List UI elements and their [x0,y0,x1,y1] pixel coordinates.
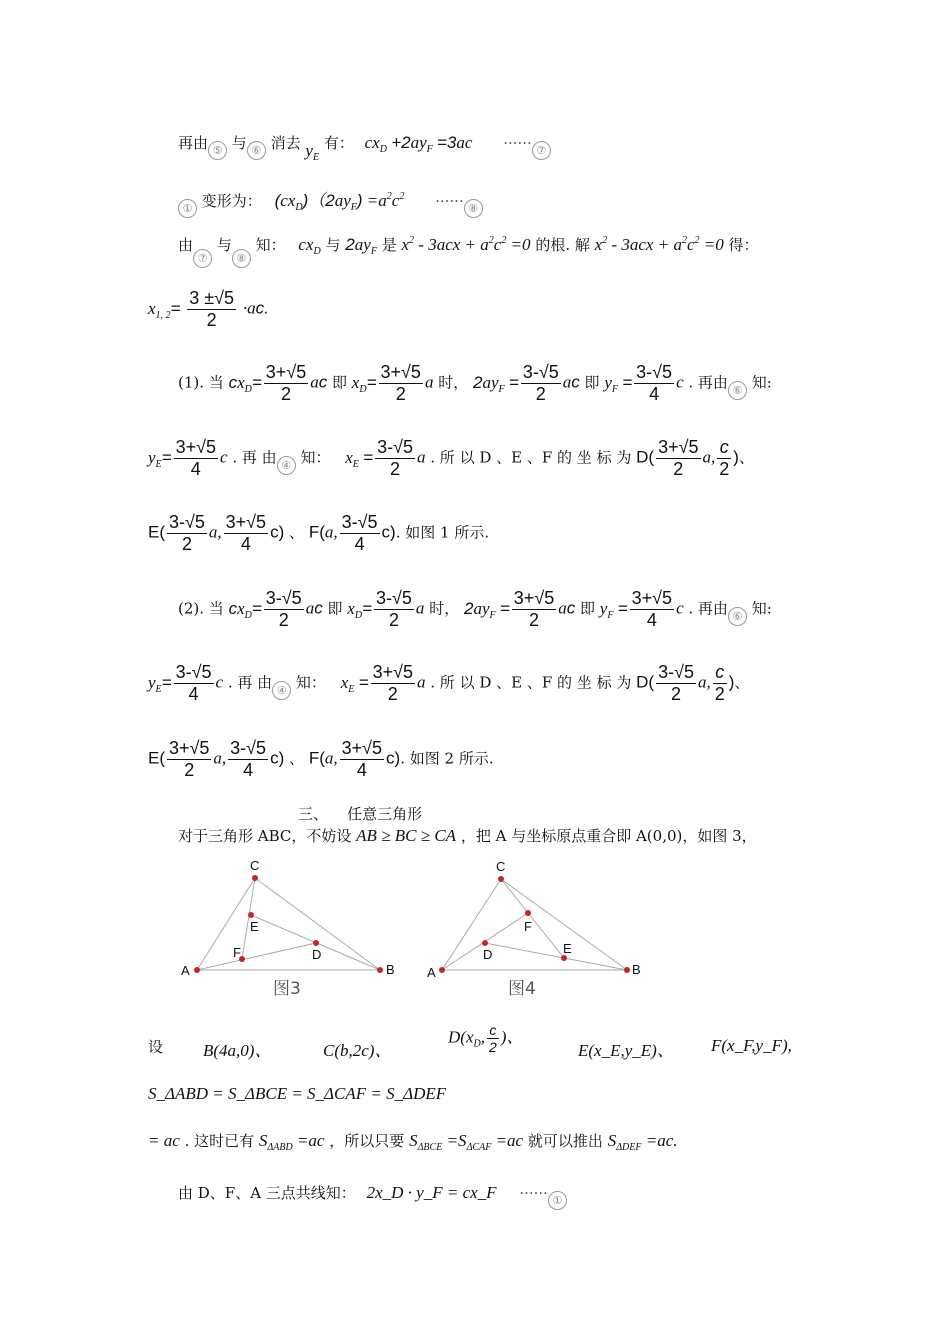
ref-8: ⑧ [464,199,483,218]
fig3-label-c: C [250,858,260,873]
line-p9: 由 D、F、A 三点共线知： 2x_D · y_F = cx_F ······ ① [178,1182,567,1210]
circled-1: ① [178,199,197,218]
case1-line-b: $y_E=$ $\frac{3+√5}{4}$ c . 再 由 ④ 知： $x_E$ = $\frac{3-√5}{2}$ a . 所 以 D 、E 、F 的 坐 标 为 D( $\frac{3+√5}{2}$ a, $\frac{c}{2}$ )、 [148,437,754,479]
figure-3 [170,855,410,985]
case2-line-a: (2). 当 $cx_D=$ $\frac{3-√5}{2}$ ac 即 $x_D=$ $\frac{3-√5}{2}$ a 时， $2ay_F$ = $\frac{3+√5}{2}$ ac 即 $y_F$ = $\frac{3+√5}{4}$ c . 再由 ⑥ 知: [178,588,772,630]
fig4-label-c: C [496,859,506,874]
fig4-label-f: F [524,919,532,934]
line-p8: = ac . 这时已有 $S_{\Delta ABD} =ac$ ，所以只要 $S_{\Delta BCE} =S_{\Delta CAF} =ac$ 就可以推出 $S_{\Delta DEF} =ac$. [148,1131,678,1153]
section-heading: 三、 任意三角形 [298,805,423,823]
line-p7: S_ΔABD = S_ΔBCE = S_ΔCAF = S_ΔDEF [148,1084,447,1103]
ref-1: ① [548,1191,567,1210]
line-p6: 设 B(4a,0)、 C(b,2c)、 $D(x_D$, $\frac{c}{2}$ )、 E(x_E,y_E)、 F(x_F,y_F), [148,1022,792,1060]
equation-7: $cx_D +2ay_F =3ac$ [364,133,473,155]
case1-line-c: E( $\frac{3-√5}{2}$ a, $\frac{3+√5}{4}$ c) 、 F(a, $\frac{3-√5}{4}$ c). 如图 1 所示. [148,512,490,554]
ref-7: ⑦ [532,141,551,160]
figure-4 [422,855,662,985]
circled-6: ⑥ [247,141,266,160]
fig4-label-d: D [483,947,493,962]
line-p5: 对于三角形 ABC，不妨设 AB ≥ BC ≥ CA ，把 A 与坐标原点重合即 A(0,0)，如图 3， [178,826,757,845]
fig3-label-b: B [386,962,395,977]
line-2: ① 变形为： $(cx_D)(2ay_F) =a^2c^2$ ······ ⑧ [178,186,483,218]
equation-8: $(cx_D)(2ay_F) =a^2c^2$ [274,191,405,213]
case2-line-c: E( $\frac{3+√5}{2}$ a, $\frac{3-√5}{4}$ c) 、 F(a, $\frac{3+√5}{4}$ c). 如图 2 所示. [148,738,494,780]
case2-line-b: $y_E=$ $\frac{3-√5}{4}$ c . 再 由 ④ 知： $x_E$ = $\frac{3+√5}{2}$ a . 所 以 D 、E 、F 的 坐 标 为 D( $\frac{3-√5}{2}$ a, $\frac{c}{2}$ )、 [148,662,750,704]
fig4-label-e: E [563,941,572,956]
roots-equation: $x_{1, 2}=$ [148,298,181,321]
line-4: $x_{1, 2}=$ $\frac{3 \pm√5}{2}$ ·ac. [148,288,269,330]
figure-3-caption: 图3 [273,979,301,999]
circled-7: ⑦ [193,249,212,268]
fig4-label-b: B [632,962,641,977]
fig3-label-d: D [312,947,322,962]
case1-line-a: (1). 当 $cx_D=$ $\frac{3+√5}{2}$ ac 即 $x_D=$ $\frac{3+√5}{2}$ a 时， $2ay_F$ = $\frac{3-√5}{2}$ ac 即 $y_F$ = $\frac{3-√5}{4}$ c . 再由 ⑥ 知: [178,362,772,404]
d-coordinate: $D(x_D$, $\frac{c}{2}$ )、 [448,1022,524,1055]
y-e: $y_E$ [305,141,320,163]
fig3-label-a: A [181,963,190,978]
circled-5: ⑤ [208,141,227,160]
fig3-label-f: F [233,945,241,960]
circled-8: ⑧ [232,249,251,268]
line-3: 由⑦ 与⑧ 知： $cx_D$ 与 $2ay_F$ 是 $x^2 - 3acx + a^2c^2 =0$ 的根. 解 $x^2 - 3acx + a^2c^2 =0$ 得： [178,234,759,268]
line-1: 再由 ⑤ 与 ⑥ 消去 $y_E$ 有： $cx_D +2ay_F =3ac$ ······ ⑦ [178,132,551,160]
fig4-label-a: A [427,965,436,980]
fig3-label-e: E [250,919,259,934]
figure-4-caption: 图4 [508,979,536,999]
